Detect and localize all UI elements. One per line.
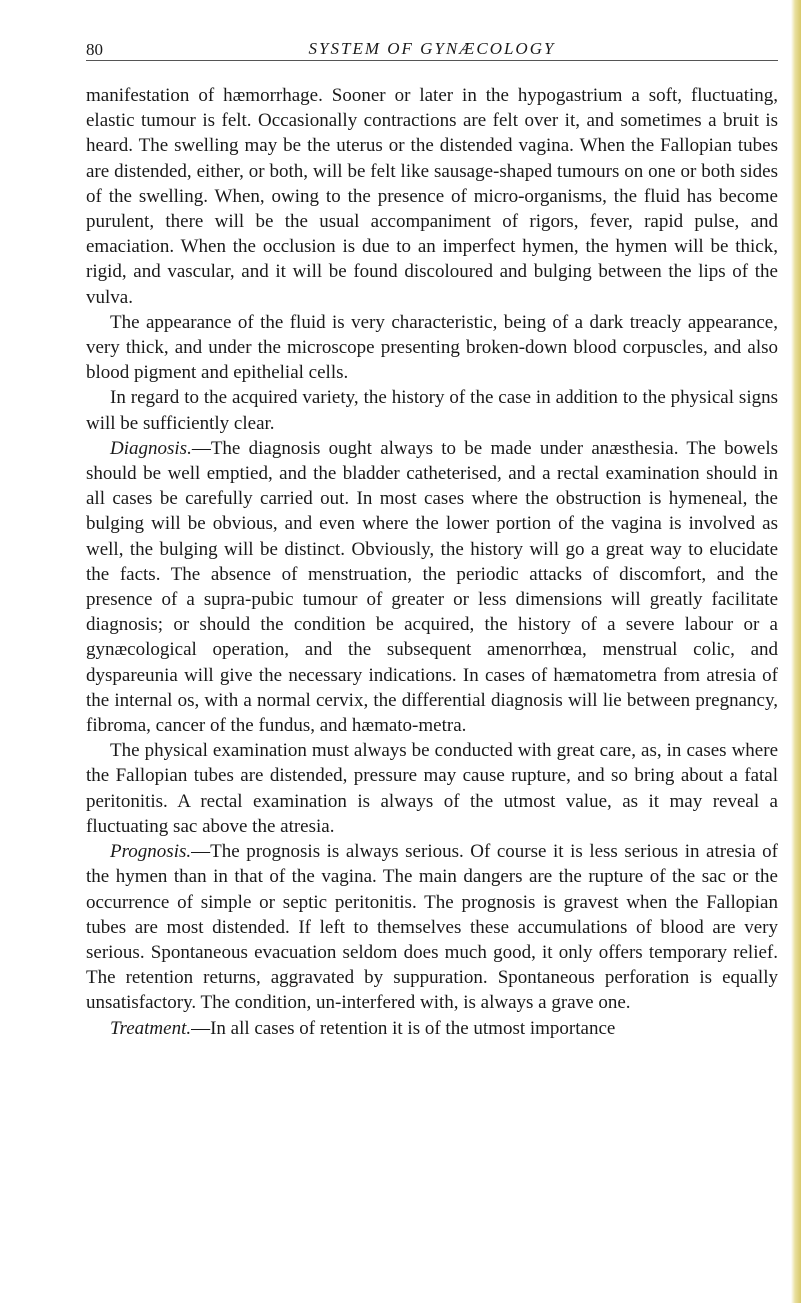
paragraph (86, 310, 778, 386)
section-heading-prognosis: Prognosis. (110, 841, 192, 863)
page-edge (791, 0, 801, 1303)
paragraph (86, 436, 778, 738)
section-heading-diagnosis: Diagnosis. (110, 437, 192, 459)
paragraph-text: manifestation of hæmorrhage. Sooner or later in the hypogastrium a soft, fluctuating, elastic tumour is felt. Occasionally contractions are felt over it, and sometimes a bruit is heard. The swelling may be the uterus or the distended vagina. When the Fallopian tubes are distended, either, or both, will be felt like sausage-shaped tumours on one or both sides of the swelling. When, owing to the presence of micro-organisms, the fluid has become purulent, there will be the usual accompaniment of rigors, fever, rapid pulse, and emaciation. When the occlusion is due to an imperfect hymen, the hymen will be thick, rigid, and vascular, and it will be found discoloured and bulging between the lips of the vulva. (86, 85, 778, 308)
paragraph-text: In regard to the acquired variety, the history of the case in addition to the physical signs will be sufficiently clear. (86, 387, 778, 434)
paragraph-text: The physical examination must always be conducted with great care, as, in cases where the Fallopian tubes are distended, pressure may cause rupture, and so bring about a fatal peritonitis. A rectal examination is always of the utmost value, as it may reveal a fluctuating sac above the atresia. (86, 740, 778, 837)
paragraph (86, 839, 778, 1015)
paragraph-text: —The diagnosis ought always to be made under anæsthesia. The bowels should be well emptied, and the bladder catheterised, and a rectal examination should in all cases be carefully carried out. In most cases where the obstruction is hymeneal, the bulging will be obvious, and even where the lower portion of the vagina is involved as well, the bulging will be distinct. Obviously, the history will go a great way to elucidate the facts. The absence of menstruation, the periodic attacks of discomfort, and the presence of a supra-pubic tumour of greater or less dimensions will greatly facilitate diagnosis; or should the condition be acquired, the history of a severe labour or a gynæcological operation, and the subsequent amenorrhœa, menstrual colic, and dyspareunia will give the necessary indications. In cases of hæmatometra from atresia of the internal os, with a normal cervix, the differential diagnosis will lie between pregnancy, fibroma, cancer of the fundus, and hæmato-metra. (86, 437, 778, 737)
paragraph-text: —The prognosis is always serious. Of course it is less serious in atresia of the hymen than in that of the vagina. The main dangers are the rupture of the sac or the occurrence of simple or septic peritonitis. The prognosis is gravest when the Fallopian tubes are most distended. If left to themselves these accumulations of blood are very serious. Spontaneous evacuation seldom does much good, it only offers temporary relief. The retention returns, aggravated by suppuration. Spontaneous perforation is equally unsatisfactory. The condition, un-interfered with, is always a grave one. (86, 841, 778, 1014)
body-text (86, 83, 778, 1041)
book-page (86, 0, 778, 1041)
section-heading-treatment: Treatment. (110, 1017, 192, 1039)
paragraph (86, 385, 778, 435)
paragraph (86, 1016, 778, 1041)
running-head: SYSTEM OF GYNÆCOLOGY (308, 39, 556, 58)
paragraph (86, 83, 778, 310)
page-number: 80 (86, 40, 103, 59)
paragraph-text: —In all cases of retention it is of the utmost importance (191, 1017, 616, 1039)
paragraph-text: The appearance of the fluid is very characteristic, being of a dark treacly appearance, very thick, and under the microscope presenting broken-down blood corpuscles, and also blood pigment and epithelial cells. (86, 311, 778, 384)
paragraph (86, 738, 778, 839)
page-header (86, 0, 778, 61)
